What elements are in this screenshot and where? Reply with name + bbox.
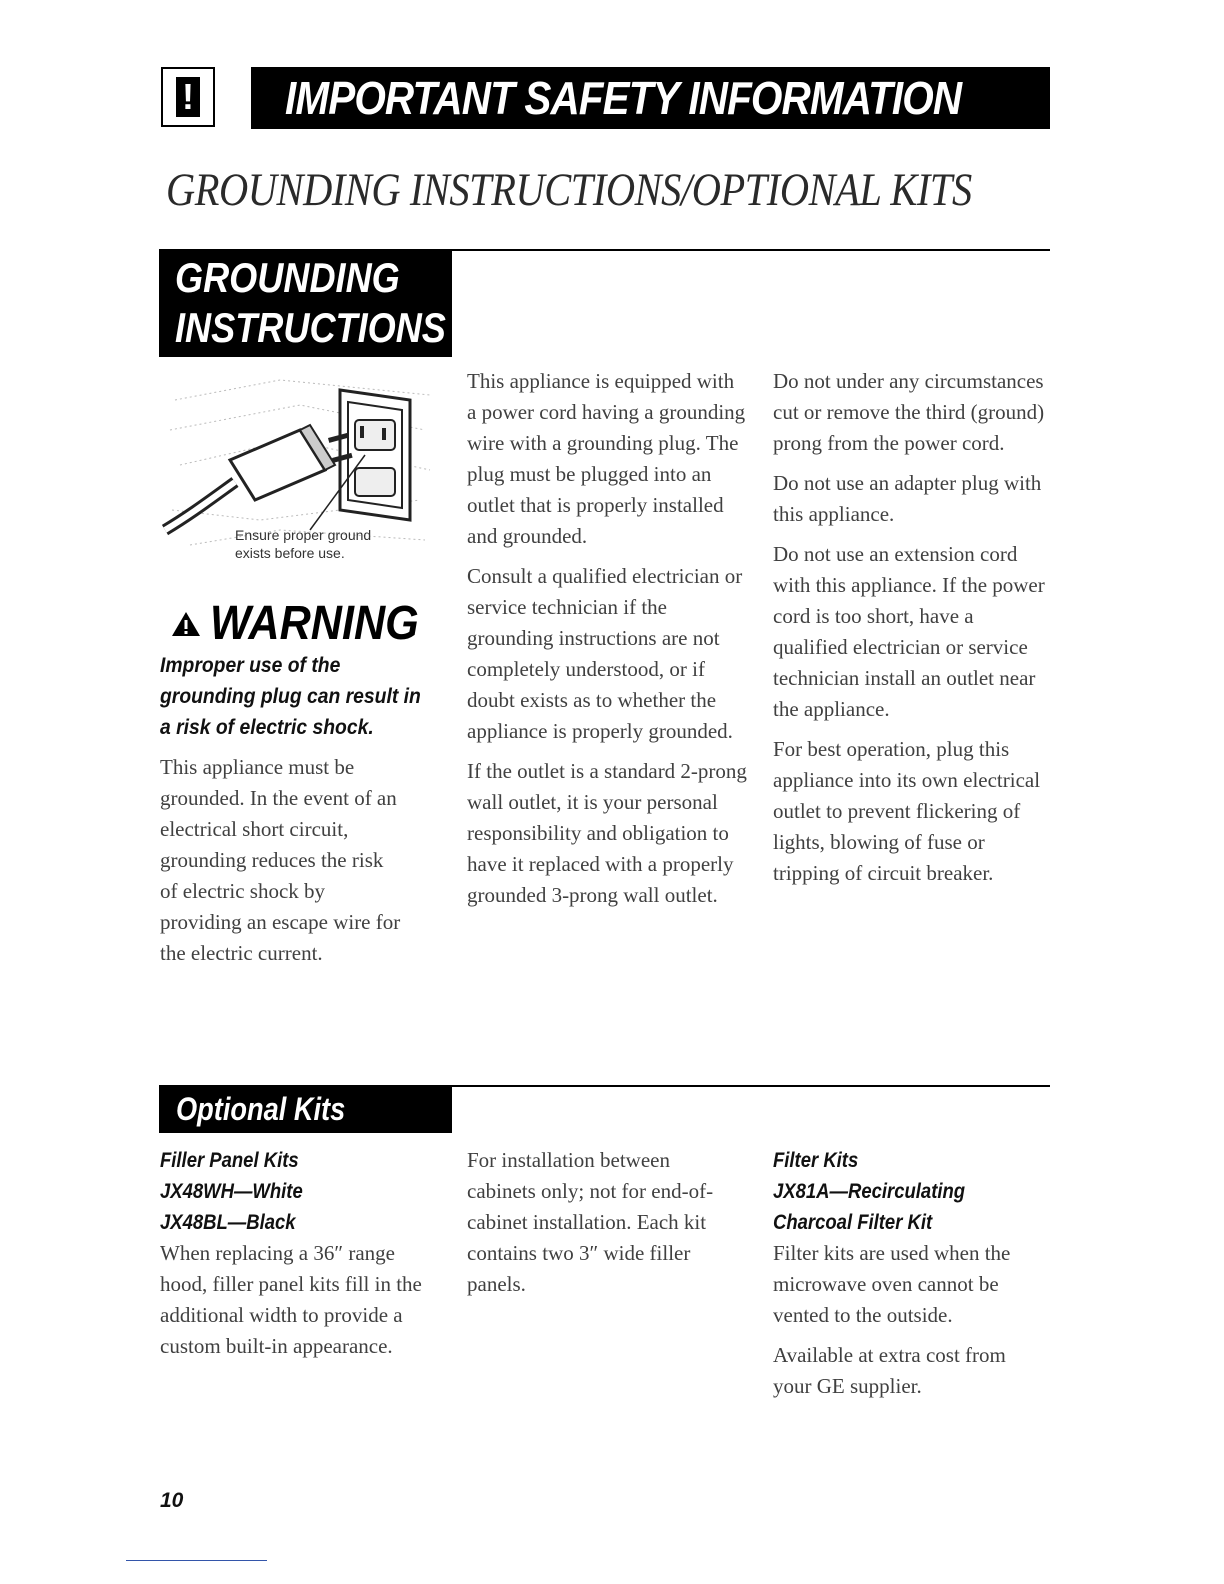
exclamation-mark: !: [176, 77, 200, 117]
grounding-header-line2: INSTRUCTIONS: [175, 304, 446, 351]
grounding-column-3: [773, 366, 1045, 898]
safety-banner: [251, 67, 1050, 129]
grounding-header-line1: GROUNDING: [175, 254, 400, 301]
warning-subhead-line: grounding plug can result in: [160, 685, 421, 708]
grounding-col3-paragraph: Do not use an adapter plug with this appliance.: [773, 471, 1042, 526]
filter-kits-heading: Filter Kits: [773, 1149, 859, 1172]
banner-title: IMPORTANT SAFETY INFORMATION: [285, 72, 962, 124]
grounded-plug-illustration: [160, 370, 435, 575]
grounding-col3-paragraph: Do not use an extension cord with this appliance. If the power cord is too short, have a qualified electrician or service technician install an outlet near the appliance.: [773, 542, 1045, 721]
grounding-section-header: [159, 249, 452, 357]
filter-kits: [773, 1145, 1048, 1402]
grounding-col3-paragraph: For best operation, plug this appliance into its own electrical outlet to prevent flickering of lights, blowing of fuse or tripping of circuit breaker.: [773, 737, 1041, 885]
filter-kits-description: Filter kits are used when the microwave oven cannot be vented to the outside.: [773, 1241, 1011, 1327]
filler-panel-kits: [160, 1145, 445, 1362]
warning-subhead: [160, 650, 445, 743]
grounding-col1-paragraph: This appliance must be grounded. In the event of an electrical short circuit, grounding reduces the risk of electric shock by providing an escape wire for the electric current.: [160, 755, 401, 965]
footer-rule: [126, 1560, 267, 1561]
grounding-column-2: [467, 366, 747, 920]
filler-kits-installation-note: For installation between cabinets only; not for end-of-cabinet installation. Each kit contains two 3″ wide filler panels.: [467, 1148, 714, 1296]
filler-kits-heading: Filler Panel Kits: [160, 1149, 299, 1172]
page-number: 10: [160, 1489, 184, 1512]
illustration-caption-line2: exists before use.: [235, 545, 345, 561]
filter-kit-model: JX81A—Recirculating: [773, 1180, 966, 1203]
optional-kits-section-header: [159, 1085, 452, 1133]
alert-icon: [161, 67, 215, 127]
filler-kit-model-white: JX48WH—White: [160, 1180, 303, 1203]
optional-kits-header-text: Optional Kits: [176, 1091, 346, 1127]
warning-triangle-icon: [170, 610, 202, 638]
filler-kits-description: When replacing a 36″ range hood, filler panel kits fill in the additional width to provide a custom built-in appearance.: [160, 1241, 422, 1358]
warning-title: WARNING: [210, 597, 419, 650]
grounding-col2-paragraph: This appliance is equipped with a power cord having a grounding wire with a grounding plug. The plug must be plugged into an outlet that is properly installed and grounded.: [467, 369, 746, 548]
warning-heading: [170, 598, 442, 650]
filter-kits-availability: Available at extra cost from your GE supplier.: [773, 1343, 1006, 1398]
grounding-column-1: [160, 752, 405, 978]
filler-kit-model-black: JX48BL—Black: [160, 1211, 296, 1234]
warning-subhead-line: Improper use of the: [160, 654, 341, 677]
grounding-col2-paragraph: If the outlet is a standard 2-prong wall outlet, it is your personal responsibility and obligation to have it replaced with a properly grounded 3-prong wall outlet.: [467, 759, 747, 907]
page-title: GROUNDING INSTRUCTIONS/OPTIONAL KITS: [166, 164, 972, 216]
grounding-col2-paragraph: Consult a qualified electrician or service technician if the grounding instructions are not completely understood, or if doubt exists as to whether the appliance is properly grounded.: [467, 564, 743, 743]
filter-kit-name: Charcoal Filter Kit: [773, 1211, 933, 1234]
warning-subhead-line: a risk of electric shock.: [160, 716, 374, 739]
illustration-caption-line1: Ensure proper ground: [235, 527, 372, 543]
grounding-col3-paragraph: Do not under any circumstances cut or remove the third (ground) prong from the power cord.: [773, 369, 1045, 455]
